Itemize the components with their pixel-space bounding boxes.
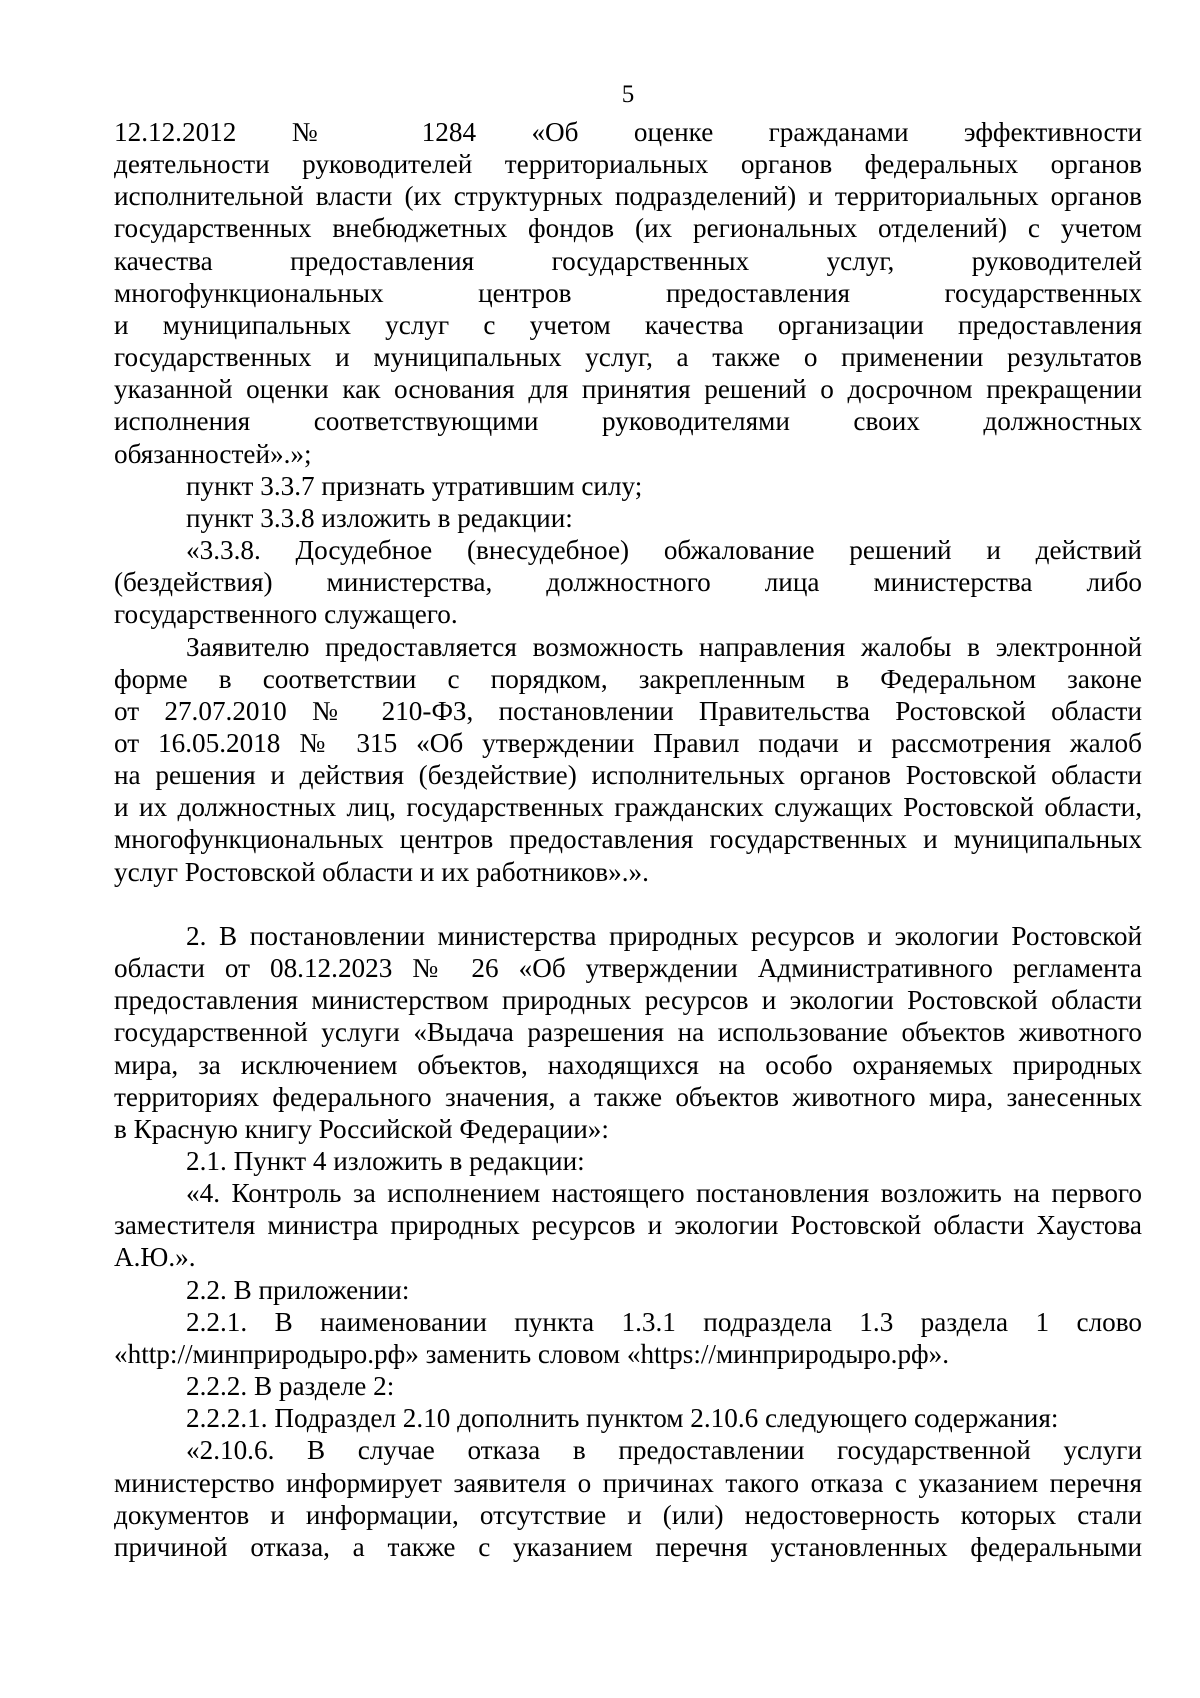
text-line: на решения и действия (бездействие) исполнительных органов Ростовской области	[114, 760, 1142, 791]
text-line: качества предоставления государственных услуг, руководителей	[114, 245, 1142, 276]
text-line: «4. Контроль за исполнением настоящего постановления возложить на первого	[186, 1178, 1142, 1209]
text-line: (бездействия) министерства, должностного лица министерства либо	[114, 567, 1142, 598]
text-line: 2.2.2.1. Подраздел 2.10 дополнить пунктом 2.10.6 следующего содержания:	[186, 1403, 1059, 1434]
text-line: многофункциональных центров предоставления государственных и муниципальных	[114, 824, 1142, 855]
text-line: форме в соответствии с порядком, закрепленным в Федеральном законе	[114, 663, 1142, 694]
text-line: заместителя министра природных ресурсов и экологии Ростовской области Хаустова	[114, 1210, 1142, 1241]
text-line: 12.12.2012 № 1284 «Об оценке гражданами эффективности	[114, 117, 1142, 147]
text-line: области от 08.12.2023 № 26 «Об утверждении Административного регламента	[114, 953, 1142, 984]
text-line: от 27.07.2010 № 210-ФЗ, постановлении Правительства Ростовской области	[114, 695, 1142, 726]
text-line: государственных и муниципальных услуг, а также о применении результатов	[114, 342, 1142, 373]
text-line: А.Ю.».	[114, 1242, 196, 1273]
text-line: услуг Ростовской области и их работников».».	[114, 856, 649, 887]
text-line: исполнительной власти (их структурных подразделений) и территориальных органов	[114, 181, 1142, 212]
text-line: обязанностей».»;	[114, 438, 312, 469]
text-line: предоставления министерством природных ресурсов и экологии Ростовской области	[114, 985, 1142, 1016]
text-line: пункт 3.3.8 изложить в редакции:	[186, 502, 573, 533]
text-line: 2.2.2. В разделе 2:	[186, 1371, 395, 1402]
text-line: от 16.05.2018 № 315 «Об утверждении Правил подачи и рассмотрения жалоб	[114, 727, 1142, 758]
text-line: государственных внебюджетных фондов (их региональных отделений) с учетом	[114, 213, 1142, 244]
text-line: и муниципальных услуг с учетом качества организации предоставления	[114, 309, 1142, 340]
text-line: территориях федерального значения, а также объектов животного мира, занесенных	[114, 1081, 1142, 1112]
text-line: пункт 3.3.7 признать утратившим силу;	[186, 470, 643, 501]
text-line: деятельности руководителей территориальных органов федеральных органов	[114, 149, 1142, 180]
text-line: в Красную книгу Российской Федерации»:	[114, 1113, 609, 1144]
text-line: мира, за исключением объектов, находящихся на особо охраняемых природных	[114, 1049, 1142, 1080]
text-line: государственного служащего.	[114, 599, 458, 630]
text-line: 2. В постановлении министерства природных ресурсов и экологии Ростовской	[186, 920, 1142, 951]
text-line: «2.10.6. В случае отказа в предоставлении государственной услуги	[186, 1435, 1142, 1466]
page-number: 5	[621, 81, 635, 108]
text-line: многофункциональных центров предоставления государственных	[114, 277, 1142, 308]
text-line: государственной услуги «Выдача разрешения на использование объектов животного	[114, 1017, 1142, 1048]
text-line: Заявителю предоставляется возможность направления жалобы в электронной	[186, 631, 1142, 662]
text-line: документов и информации, отсутствие и (или) недостоверность которых стали	[114, 1499, 1142, 1530]
document-body	[114, 116, 1142, 1563]
text-line: министерство информирует заявителя о причинах такого отказа с указанием перечня	[114, 1467, 1142, 1498]
text-line: и их должностных лиц, государственных гражданских служащих Ростовской области,	[114, 792, 1142, 823]
text-line: «http://минприродыро.рф» заменить словом «https://минприродыро.рф».	[114, 1338, 950, 1369]
text-line: 2.2. В приложении:	[186, 1274, 410, 1305]
text-line: 2.1. Пункт 4 изложить в редакции:	[186, 1145, 585, 1176]
text-line: исполнения соответствующими руководителями своих должностных	[114, 406, 1142, 437]
text-line: указанной оценки как основания для принятия решений о досрочном прекращении	[114, 374, 1142, 405]
text-line: причиной отказа, а также с указанием перечня установленных федеральными	[114, 1531, 1142, 1562]
text-line: «3.3.8. Досудебное (внесудебное) обжалование решений и действий	[186, 535, 1142, 566]
text-line: 2.2.1. В наименовании пункта 1.3.1 подраздела 1.3 раздела 1 слово	[186, 1306, 1142, 1337]
